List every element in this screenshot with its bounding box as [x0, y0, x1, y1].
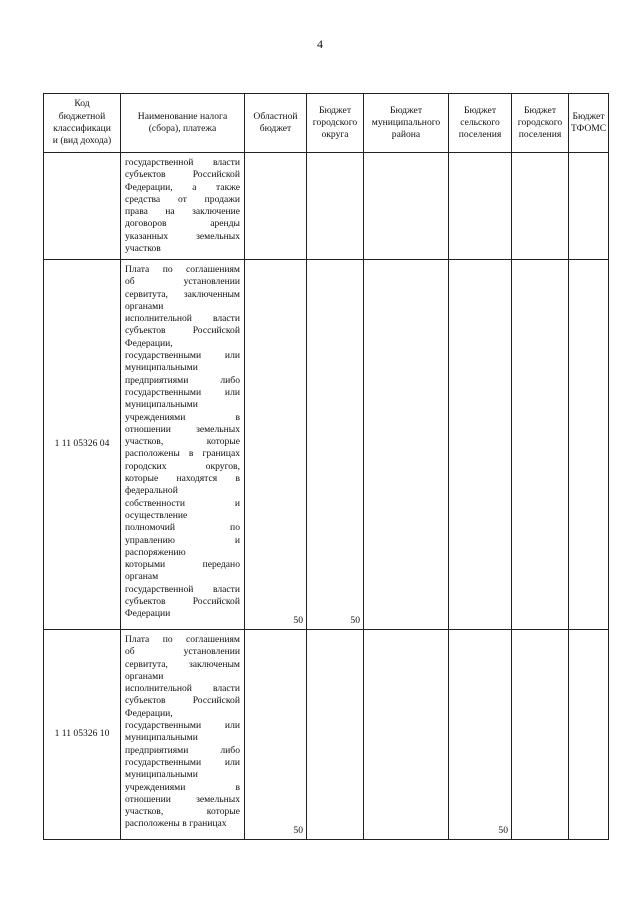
city-district-budget-percent-cell: 50 — [307, 260, 364, 630]
payment-name-line: об установлении — [125, 276, 240, 288]
payment-name-line: предприятиями либо — [125, 374, 240, 386]
payment-name-line: городских округов, — [125, 460, 240, 472]
payment-name-line: государственной власти — [125, 583, 240, 595]
header-line: Бюджет — [523, 104, 557, 116]
urban-settlement-budget-percent-cell — [512, 153, 569, 260]
table-row — [44, 630, 609, 840]
payment-name-line: субъектов Российской — [125, 325, 240, 337]
payment-name-line: субъектов Российской — [125, 695, 240, 707]
budget-code-cell: 1 11 05326 10 — [44, 630, 121, 840]
table-row — [44, 260, 609, 630]
payment-name-line: государственными или — [125, 350, 240, 362]
payment-name-line: отношении земельных — [125, 423, 240, 435]
header-regional-budget — [245, 94, 307, 153]
tfoms-budget-percent-cell — [569, 153, 609, 260]
budget-distribution-table — [43, 93, 609, 840]
header-name — [121, 94, 245, 153]
payment-name-line: государственными или — [125, 720, 240, 732]
rural-settlement-budget-percent-cell: 50 — [449, 630, 512, 840]
payment-name-cell — [121, 630, 245, 840]
payment-name-line: сервитута, заключеным — [125, 658, 240, 670]
payment-name-line: Федерации, — [125, 337, 173, 349]
header-line: округа — [321, 129, 349, 141]
city-district-budget-percent-cell — [307, 153, 364, 260]
header-line: Бюджет — [318, 104, 352, 116]
regional-budget-percent-cell: 50 — [245, 260, 307, 630]
payment-name-line: государственными или — [125, 756, 240, 768]
page-number: 4 — [317, 37, 323, 51]
header-line: поселения — [518, 129, 562, 141]
header-line: и (вид дохода) — [52, 135, 112, 147]
payment-name-line: участков, которые — [125, 806, 240, 818]
urban-settlement-budget-percent-cell — [512, 260, 569, 630]
header-line: муниципального — [371, 116, 441, 128]
payment-name-line: указанных земельных — [125, 230, 240, 242]
payment-name-line: органами — [125, 300, 164, 312]
payment-name-line: распоряжению — [125, 546, 186, 558]
header-urban-settlement-budget — [512, 94, 569, 153]
header-municipal-district-budget — [364, 94, 449, 153]
payment-name-cell — [121, 153, 245, 260]
payment-name-line: Федерации, а также — [125, 181, 240, 193]
header-line: бюджетной — [58, 110, 106, 122]
payment-name-line: участков — [125, 243, 161, 255]
payment-name-line: исполнительной власти — [125, 683, 240, 695]
payment-name-line: муниципальными — [125, 769, 198, 781]
payment-name-line: отношении земельных — [125, 793, 240, 805]
header-line: Наименование налога — [137, 110, 228, 122]
payment-name-line: федеральной — [125, 485, 178, 497]
tfoms-budget-percent-cell — [569, 630, 609, 840]
payment-name-line: муниципальными — [125, 399, 198, 411]
table-row — [44, 153, 609, 260]
municipal-district-budget-percent-cell — [364, 630, 449, 840]
header-code — [44, 94, 121, 153]
payment-name-line: органам — [125, 571, 159, 583]
payment-name-line: Федерации, — [125, 707, 173, 719]
payment-name-line: сервитута, заключенным — [125, 288, 240, 300]
payment-name-line: об установлении — [125, 646, 240, 658]
header-line: бюджет — [259, 123, 292, 134]
payment-name-line: Федерации — [125, 608, 171, 620]
header-line: поселения — [458, 129, 502, 141]
header-line: Бюджет — [463, 104, 497, 116]
header-line: Бюджет — [389, 104, 423, 116]
payment-name-cell — [121, 260, 245, 630]
payment-name-line: управлению и — [125, 534, 240, 546]
payment-name-line: собственности и — [125, 497, 240, 509]
payment-name-line: которые находятся в — [125, 473, 240, 485]
regional-budget-percent-cell — [245, 153, 307, 260]
payment-name-line: муниципальными — [125, 362, 198, 374]
payment-name-line: расположены в границах — [125, 448, 240, 460]
payment-name-line: государственной власти — [125, 157, 240, 168]
header-line: (сбора), платежа — [148, 123, 217, 134]
budget-code-cell: 1 11 05326 04 — [44, 260, 121, 630]
payment-name-line: полномочий по — [125, 522, 240, 534]
payment-name-line: осуществление — [125, 509, 188, 521]
header-line: городского — [517, 116, 563, 128]
rural-settlement-budget-percent-cell — [449, 260, 512, 630]
regional-budget-percent-cell: 50 — [245, 630, 307, 840]
header-line: Код — [74, 98, 90, 110]
header-line: классификаци — [53, 123, 111, 134]
header-line: ТФОМС — [571, 123, 607, 134]
payment-name-line: средства от продажи — [125, 193, 240, 205]
municipal-district-budget-percent-cell — [364, 260, 449, 630]
payment-name-line: муниципальными — [125, 732, 198, 744]
payment-name-line: учреждениями в — [125, 411, 240, 423]
payment-name-line: государственными или — [125, 386, 240, 398]
payment-name-line: Плата по соглашениям — [125, 634, 240, 645]
payment-name-line: субъектов Российской — [125, 596, 240, 608]
header-line: городского — [312, 116, 358, 128]
tfoms-budget-percent-cell — [569, 260, 609, 630]
payment-name-line: субъектов Российской — [125, 169, 240, 181]
rural-settlement-budget-percent-cell — [449, 153, 512, 260]
municipal-district-budget-percent-cell — [364, 153, 449, 260]
payment-name-line: расположены в границах — [125, 818, 227, 830]
payment-name-line: участков, которые — [125, 436, 240, 448]
payment-name-line: договоров аренды — [125, 218, 240, 230]
payment-name-line: которыми передано — [125, 559, 240, 571]
header-line: района — [391, 129, 421, 141]
payment-name-line: органами — [125, 670, 164, 682]
header-line: сельского — [460, 116, 500, 128]
header-line: Областной — [253, 110, 298, 122]
header-rural-settlement-budget — [449, 94, 512, 153]
payment-name-line: Плата по соглашениям — [125, 264, 240, 275]
table-header-row — [44, 94, 609, 153]
city-district-budget-percent-cell — [307, 630, 364, 840]
urban-settlement-budget-percent-cell — [512, 630, 569, 840]
header-tfoms-budget — [569, 94, 609, 153]
payment-name-line: предприятиями либо — [125, 744, 240, 756]
header-city-district-budget — [307, 94, 364, 153]
payment-name-line: права на заключение — [125, 206, 240, 218]
payment-name-line: исполнительной власти — [125, 313, 240, 325]
budget-code-cell — [44, 153, 121, 260]
payment-name-line: учреждениями в — [125, 781, 240, 793]
header-line: Бюджет — [572, 110, 605, 122]
